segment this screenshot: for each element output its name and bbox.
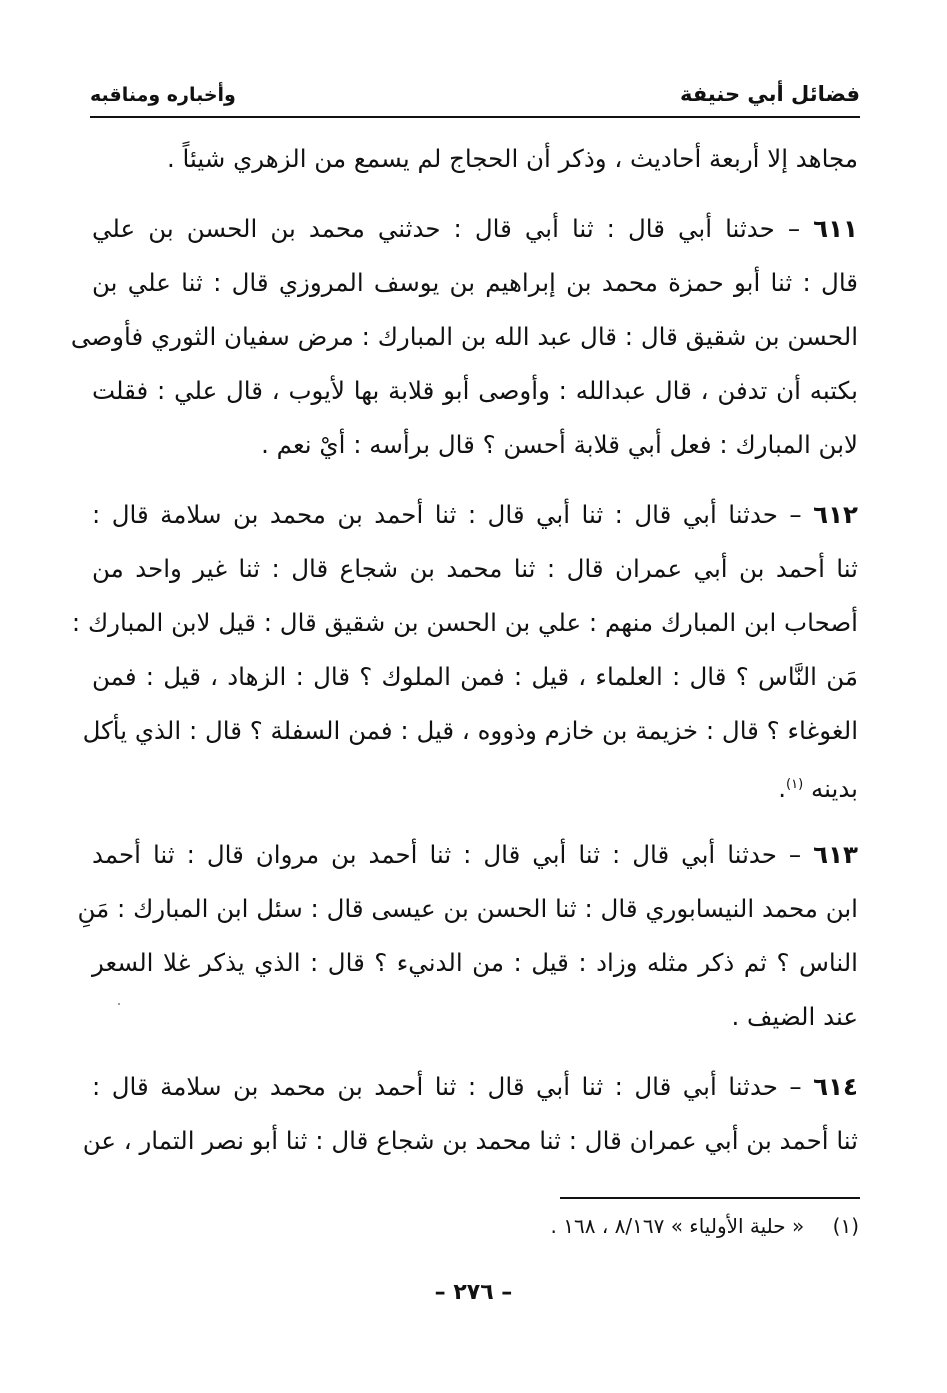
line-text: الغوغاء ؟ قال : خزيمة بن خازم وذووه ، قيل : فمن السفلة ؟ قال : الذي يأكل: [82, 716, 858, 745]
text-line: [92, 936, 858, 990]
line-text: مجاهد إلا أربعة أحاديث ، وذكر أن الحجاج لم يسمع من الزهري شيئاً .: [166, 144, 858, 173]
line-text: بكتبه أن تدفن ، قال عبدالله : وأوصى أبو قلابة بها لأيوب ، قال علي : فقلت: [92, 376, 858, 405]
line-text: ثنا أحمد بن أبي عمران قال : ثنا محمد بن شجاع قال : ثنا أبو نصر التمار ، عن: [82, 1126, 858, 1155]
text-line: [92, 990, 858, 1044]
line-text: – حدثنا أبي قال : ثنا أبي قال : ثنا أحمد بن مروان قال : ثنا أحمد: [92, 840, 802, 869]
footnote-text: « حلية الأولياء » ٨/١٦٧ ، ١٦٨ .: [550, 1214, 805, 1238]
text-line: [92, 132, 858, 186]
text-line: [70, 310, 858, 364]
footnote: [551, 1214, 859, 1238]
text-line: [71, 596, 858, 650]
line-text: قال : ثنا أبو حمزة محمد بن إبراهيم بن يوسف المروزي قال : ثنا علي بن: [92, 268, 858, 297]
line-text: ابن محمد النيسابوري قال : ثنا الحسن بن عيسى قال : سئل ابن المبارك : مَنِ: [77, 894, 858, 923]
header-title-left: وأخباره ومناقبه: [90, 84, 236, 106]
header-title-right: فضائل أبي حنيفة: [679, 82, 860, 106]
footnote-marker[interactable]: (١): [786, 777, 804, 792]
hadith-number: ٦١١: [813, 214, 858, 243]
running-header: [90, 72, 860, 118]
hadith-number: ٦١٤: [813, 1072, 858, 1101]
hadith-number: ٦١٢: [813, 500, 858, 529]
paragraph-614-line-1: [92, 1060, 858, 1114]
page-number: – ٢٧٦ –: [434, 1280, 513, 1305]
text-line: [92, 542, 858, 596]
line-text: ثنا أحمد بن أبي عمران قال : ثنا محمد بن شجاع قال : ثنا غير واحد من: [92, 554, 858, 583]
footnote-number: (١): [832, 1214, 859, 1238]
line-text: بدينه: [810, 774, 858, 804]
main-text: [70, 132, 858, 1168]
text-line: [92, 650, 858, 704]
line-text: مَن النَّاس ؟ قال : العلماء ، قيل : فمن الملوك ؟ قال : الزهاد ، قيل : فمن: [92, 662, 858, 691]
line-text: الحسن بن شقيق قال : قال عبد الله بن المبارك : مرض سفيان الثوري فأوصى: [70, 322, 858, 351]
text-line: [82, 1114, 858, 1168]
text-line: [77, 882, 858, 936]
line-text: – حدثنا أبي قال : ثنا أبي قال : حدثني محمد بن الحسن بن علي: [92, 214, 801, 243]
line-text: – حدثنا أبي قال : ثنا أبي قال : ثنا أحمد بن محمد بن سلامة قال :: [92, 1072, 802, 1101]
scan-speck: [118, 1003, 120, 1005]
text-line: [92, 364, 858, 418]
text-line: [82, 704, 858, 758]
line-text: الناس ؟ ثم ذكر مثله وزاد : قيل : من الدنيء ؟ قال : الذي يذكر غلا السعر: [92, 948, 858, 977]
paragraph-612-line-1: [92, 488, 858, 542]
line-text: أصحاب ابن المبارك منهم : علي بن الحسن بن شقيق قال : قيل لابن المبارك :: [71, 608, 858, 637]
line-end: .: [778, 774, 787, 804]
hadith-number: ٦١٣: [813, 840, 858, 869]
text-line: [92, 256, 858, 310]
text-line: [92, 418, 858, 472]
line-text: لابن المبارك : فعل أبي قلابة أحسن ؟ قال برأسه : أيْ نعم .: [261, 430, 858, 459]
line-text: عند الضيف .: [731, 1002, 858, 1031]
line-text: – حدثنا أبي قال : ثنا أبي قال : ثنا أحمد بن محمد بن سلامة قال :: [92, 500, 802, 529]
footnote-divider: [560, 1197, 860, 1199]
paragraph-613-line-1: [92, 828, 858, 882]
paragraph-611-line-1: [92, 202, 858, 256]
text-line: [92, 758, 858, 812]
